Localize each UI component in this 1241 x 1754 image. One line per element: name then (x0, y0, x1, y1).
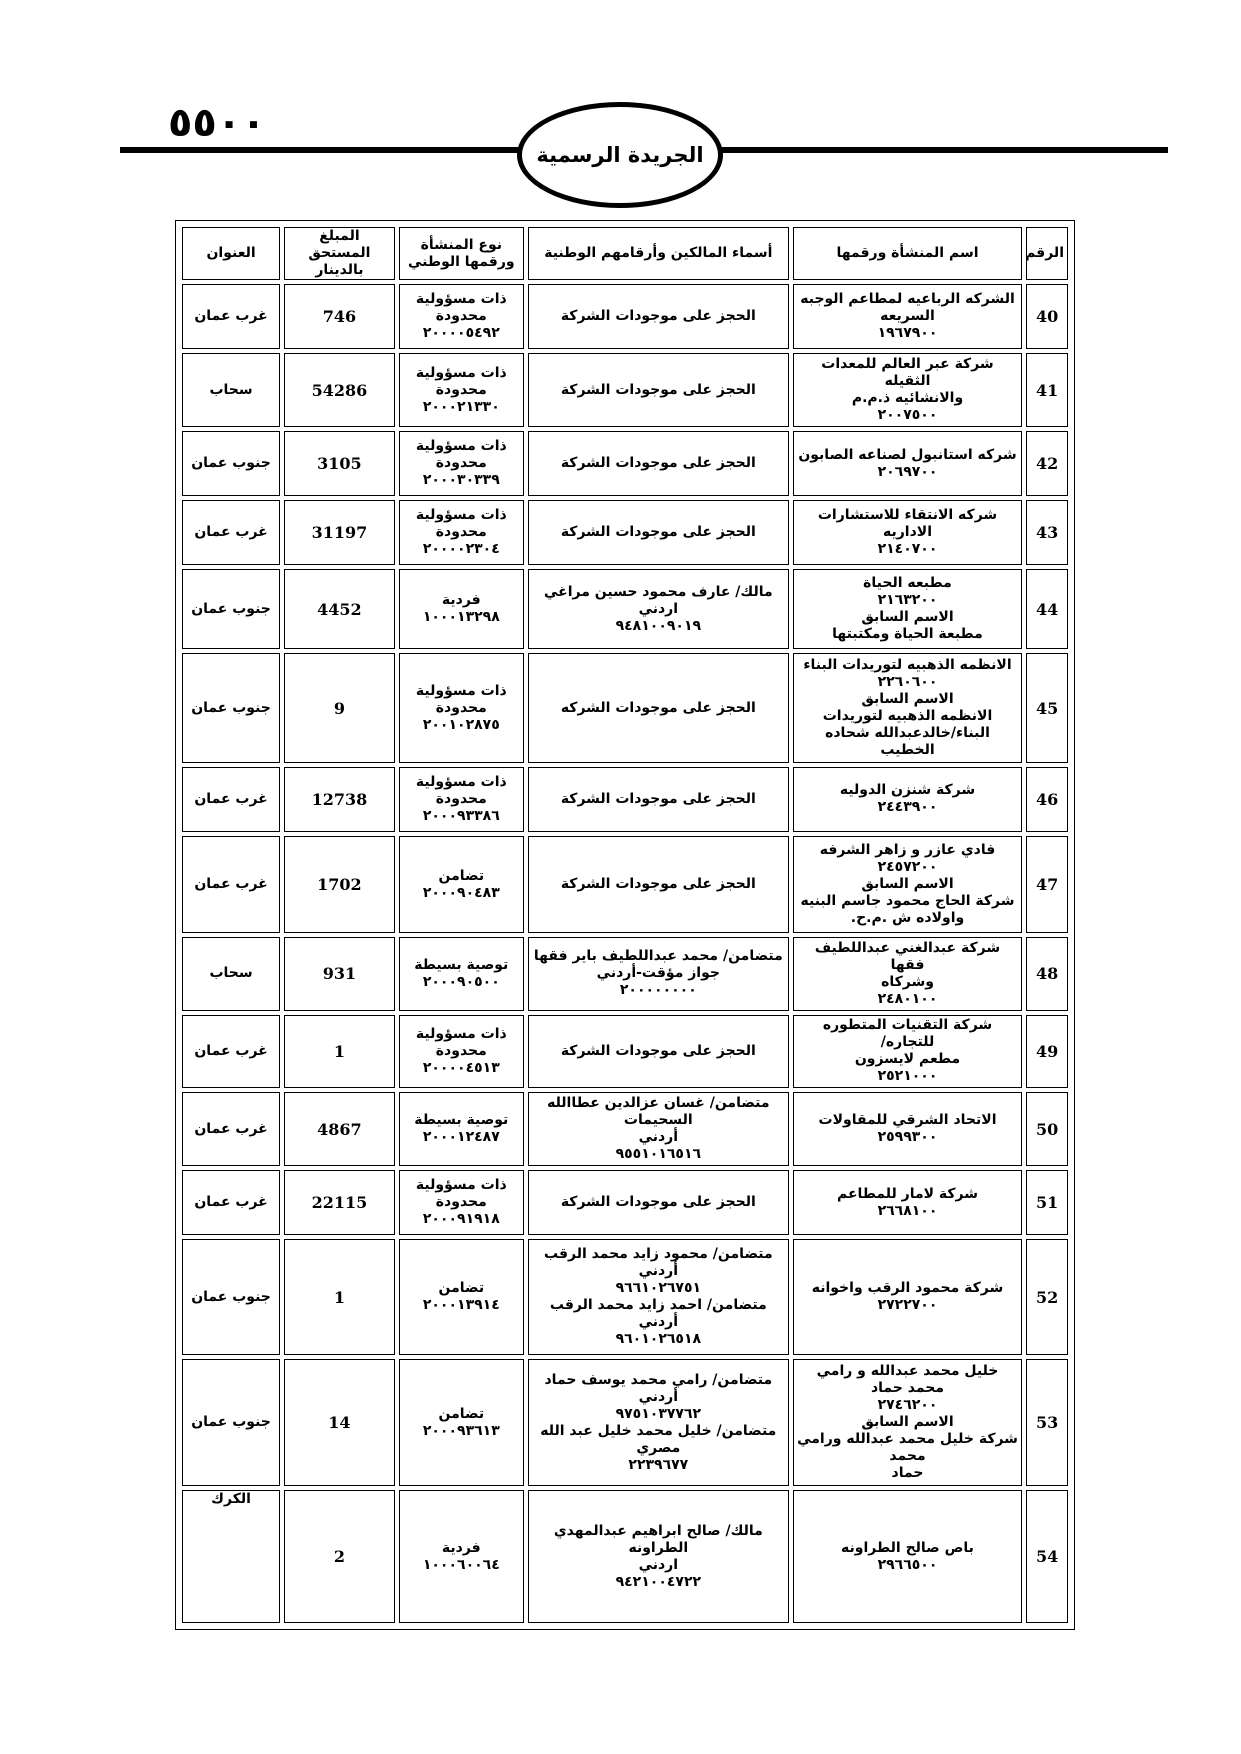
cell-establishment-name-line: الاسم السابق (861, 691, 954, 708)
cell-establishment-name-line: خليل محمد عبدالله و رامي محمد حماد (816, 1363, 999, 1397)
cell-owners (528, 1092, 789, 1166)
cell-owners-line: الحجز على موجودات الشركة (560, 1194, 756, 1211)
cell-establishment-name-line: البناء/خالدعبدالله شحاده الخطيب (825, 725, 990, 759)
cell-type (399, 284, 524, 349)
cell-owners (528, 1239, 789, 1355)
header-type: نوع المنشأة ورقمها الوطني (399, 227, 524, 280)
cell-type-line: محدودة (435, 381, 487, 398)
cell-establishment-name-line: شركه الانتقاء للاستشارات (817, 507, 998, 524)
cell-type-line: محدودة (435, 790, 487, 807)
cell-type-line: ذات مسؤولية (415, 682, 507, 699)
cell-address: سحاب (182, 937, 280, 1011)
cell-amount: 931 (284, 937, 395, 1011)
cell-establishment-name-line: مطبعة الحياة ومكتبتها (832, 626, 983, 643)
cell-type-line: ذات مسؤولية (415, 1177, 507, 1194)
cell-establishment-name-line: ٢٥٩٩٣٠٠ (877, 1129, 938, 1146)
cell-type (399, 500, 524, 565)
cell-amount: 3105 (284, 431, 395, 496)
cell-number: 45 (1026, 653, 1068, 762)
cell-amount: 1 (284, 1015, 395, 1089)
cell-establishment-name-line: واولاده ش .م.ح. (850, 910, 965, 927)
gazette-title-oval (517, 102, 723, 208)
table-row (182, 1170, 1068, 1235)
cell-owners-line: السحيمات (623, 1112, 693, 1129)
cell-establishment-name-line: مطعم لايسزون (854, 1051, 961, 1068)
cell-establishment-name (793, 353, 1023, 427)
cell-establishment-name-line: الشركه الرباعيه لمطاعم الوجبه (800, 291, 1015, 308)
cell-address: جنوب عمان (182, 1359, 280, 1486)
cell-establishment-name-line: ٢٧٤٦٢٠٠ (877, 1397, 938, 1414)
cell-type-line: محدودة (435, 1194, 487, 1211)
cell-owners-line: مالك/ عارف محمود حسين مراغي (544, 583, 773, 600)
cell-type-line: ٢٠٠٠٠٤٥١٣ (422, 1059, 500, 1076)
cell-number: 48 (1026, 937, 1068, 1011)
cell-number: 52 (1026, 1239, 1068, 1355)
cell-establishment-name-line: الاسم السابق (861, 1414, 954, 1431)
cell-type-line: ٢٠٠٠٩٠٥٠٠ (422, 973, 500, 990)
cell-type (399, 1092, 524, 1166)
cell-number: 54 (1026, 1490, 1068, 1623)
page-number: ٥٥٠٠ (168, 100, 266, 146)
cell-type-line: ٢٠٠٠٩٠٤٨٣ (422, 884, 500, 901)
cell-owners-line: جواز مؤقت-أردني (596, 965, 720, 982)
cell-type (399, 1015, 524, 1089)
cell-establishment-name (793, 1490, 1023, 1623)
header-owners: أسماء المالكين وأرقامهم الوطنية (528, 227, 789, 280)
cell-type-line: تضامن (438, 867, 485, 884)
cell-establishment-name (793, 1170, 1023, 1235)
cell-owners (528, 836, 789, 933)
cell-number: 50 (1026, 1092, 1068, 1166)
records-table (178, 223, 1072, 1627)
cell-type (399, 569, 524, 649)
cell-establishment-name-line: شركة خليل محمد عبدالله ورامي محمد (797, 1431, 1018, 1465)
cell-establishment-name-line: الاداريه (882, 524, 932, 541)
cell-type (399, 353, 524, 427)
cell-address: غرب عمان (182, 284, 280, 349)
cell-establishment-name (793, 1239, 1023, 1355)
cell-establishment-name-line: شركه استانبول لصناعه الصابون (798, 446, 1017, 463)
cell-owners (528, 767, 789, 832)
cell-address: جنوب عمان (182, 653, 280, 762)
cell-number: 40 (1026, 284, 1068, 349)
cell-owners-line: ٩٥٥١٠١٦٥١٦ (615, 1146, 702, 1163)
cell-establishment-name-line: شركة التقنيات المتطوره للتجاره/ (822, 1017, 993, 1051)
cell-owners-line: أردني (638, 1314, 679, 1331)
table-row (182, 1359, 1068, 1486)
cell-type-line: ٢٠٠٠٩٣٣٨٦ (422, 807, 500, 824)
cell-establishment-name-line: ٢٤٥٧٢٠٠ (877, 859, 938, 876)
cell-owners-line: ٩٧٥١٠٣٧٧٦٢ (615, 1405, 702, 1422)
table-row (182, 284, 1068, 349)
cell-type-line: ٢٠٠٠٩١٩١٨ (422, 1211, 500, 1228)
cell-establishment-name-line: شركة محمود الرقب واخوانه (811, 1280, 1004, 1297)
cell-number: 41 (1026, 353, 1068, 427)
cell-amount: 9 (284, 653, 395, 762)
cell-establishment-name-line: ٢٠٠٧٥٠٠ (877, 407, 938, 424)
table-row (182, 836, 1068, 933)
cell-amount: 54286 (284, 353, 395, 427)
cell-type (399, 1239, 524, 1355)
cell-owners-line: الحجز على موجودات الشركة (560, 876, 756, 893)
cell-establishment-name-line: مطبعه الحياة (863, 575, 952, 592)
gazette-title: الجريدة الرسمية (536, 143, 704, 167)
table-row (182, 500, 1068, 565)
cell-amount: 746 (284, 284, 395, 349)
cell-address: غرب عمان (182, 1092, 280, 1166)
cell-establishment-name-line: ٢٩٦٦٥٠٠ (877, 1556, 938, 1573)
cell-amount: 4867 (284, 1092, 395, 1166)
cell-address: جنوب عمان (182, 569, 280, 649)
cell-type-line: ذات مسؤولية (415, 364, 507, 381)
cell-owners-line: الحجز على موجودات الشركة (560, 455, 756, 472)
table-row (182, 569, 1068, 649)
cell-establishment-name (793, 937, 1023, 1011)
cell-establishment-name-line: الانظمه الذهبيه لتوريدات (822, 708, 993, 725)
cell-type-line: ٢٠٠٠١٣٩١٤ (422, 1297, 500, 1314)
cell-type-line: ٢٠٠٠٢١٣٣٠ (422, 398, 500, 415)
cell-amount: 14 (284, 1359, 395, 1486)
cell-type (399, 431, 524, 496)
cell-owners (528, 353, 789, 427)
cell-type (399, 836, 524, 933)
cell-establishment-name (793, 569, 1023, 649)
cell-owners (528, 1170, 789, 1235)
cell-establishment-name-line: ٢٥٢١٠٠٠ (877, 1068, 938, 1085)
cell-owners-line: ٩٦٠١٠٢٦٥١٨ (615, 1331, 702, 1348)
cell-owners (528, 431, 789, 496)
cell-type-line: محدودة (435, 308, 487, 325)
cell-owners-line: متضامن/ محمود زايد محمد الرقب (544, 1246, 773, 1263)
cell-establishment-name-line: شركة عبر العالم للمعدات الثقيله (821, 356, 994, 390)
cell-establishment-name-line: ٢٢٦٠٦٠٠ (877, 674, 938, 691)
cell-type-line: ذات مسؤولية (415, 1025, 507, 1042)
cell-type-line: تضامن (438, 1280, 485, 1297)
cell-owners-line: أردني (638, 1263, 679, 1280)
cell-establishment-name-line: ٢١٦٣٢٠٠ (877, 592, 938, 609)
cell-type-line: ٢٠٠٠٠٢٣٠٤ (422, 541, 500, 558)
cell-number: 43 (1026, 500, 1068, 565)
cell-type-line: توصية بسيطة (414, 1112, 509, 1129)
cell-establishment-name-line: الاتحاد الشرقي للمقاولات (818, 1112, 997, 1129)
cell-establishment-name-line: باص صالح الطراونه (841, 1539, 974, 1556)
cell-number: 47 (1026, 836, 1068, 933)
cell-type-line: ٢٠٠٠٩٣٦١٣ (422, 1422, 500, 1439)
cell-owners-line: متضامن/ خليل محمد خليل عبد الله (540, 1422, 777, 1439)
table-row (182, 653, 1068, 762)
cell-owners-line: متضامن/ غسان عزالدين عطاالله (547, 1095, 770, 1112)
cell-type-line: محدودة (435, 699, 487, 716)
cell-owners-line: متضامن/ محمد عبداللطيف باير فقها (533, 948, 783, 965)
cell-type-line: ٢٠٠٠١٢٤٨٧ (422, 1129, 500, 1146)
cell-address: غرب عمان (182, 836, 280, 933)
cell-address: غرب عمان (182, 1015, 280, 1089)
cell-establishment-name-line: الاسم السابق (861, 609, 954, 626)
records-table-frame (175, 220, 1075, 1630)
cell-type (399, 1490, 524, 1623)
cell-amount: 22115 (284, 1170, 395, 1235)
header-amount: المبلغ المستحق بالدينار (284, 227, 395, 280)
cell-establishment-name (793, 653, 1023, 762)
cell-establishment-name-line: ٢٤٨٠١٠٠ (877, 990, 938, 1007)
table-row (182, 1015, 1068, 1089)
cell-establishment-name-line: ٢١٤٠٧٠٠ (877, 541, 938, 558)
cell-amount: 12738 (284, 767, 395, 832)
cell-establishment-name (793, 1092, 1023, 1166)
cell-number: 53 (1026, 1359, 1068, 1486)
cell-owners-line: أردني (638, 1129, 679, 1146)
cell-establishment-name-line: ٢٧٢٢٧٠٠ (877, 1297, 938, 1314)
cell-type-line: فردية (441, 592, 481, 609)
table-row (182, 1239, 1068, 1355)
cell-owners (528, 284, 789, 349)
table-header-row (182, 227, 1068, 280)
cell-establishment-name-line: ٢٦٦٨١٠٠ (877, 1202, 938, 1219)
cell-address: غرب عمان (182, 500, 280, 565)
cell-owners-line: مصري (636, 1439, 681, 1456)
cell-owners-line: ٩٤٢١٠٠٤٧٢٢ (615, 1573, 702, 1590)
cell-owners (528, 653, 789, 762)
cell-establishment-name-line: الاسم السابق (861, 876, 954, 893)
cell-owners-line: اردني (638, 600, 679, 617)
cell-establishment-name-line: حماد (891, 1465, 924, 1482)
cell-owners-line: الحجز على موجودات الشركة (560, 790, 756, 807)
table-row (182, 353, 1068, 427)
cell-amount: 1 (284, 1239, 395, 1355)
cell-owners-line: مالك/ صالح ابراهيم عبدالمهدي الطراونه (553, 1522, 763, 1556)
cell-type (399, 767, 524, 832)
cell-establishment-name (793, 1359, 1023, 1486)
cell-establishment-name-line: الانظمه الذهبيه لتوريدات البناء (803, 657, 1012, 674)
cell-amount: 31197 (284, 500, 395, 565)
cell-type-line: محدودة (435, 524, 487, 541)
cell-number: 42 (1026, 431, 1068, 496)
header-address: العنوان (182, 227, 280, 280)
cell-owners (528, 500, 789, 565)
cell-establishment-name (793, 284, 1023, 349)
cell-establishment-name-line: وشركاه (881, 973, 934, 990)
header-number: الرقم (1026, 227, 1068, 280)
table-row (182, 1092, 1068, 1166)
table-row (182, 767, 1068, 832)
cell-address: غرب عمان (182, 1170, 280, 1235)
cell-establishment-name (793, 500, 1023, 565)
cell-type-line: ١٠٠٠١٣٢٩٨ (422, 609, 500, 626)
cell-establishment-name-line: شركة لامار للمطاعم (836, 1185, 979, 1202)
cell-establishment-name-line: ١٩٦٧٩٠٠ (877, 325, 938, 342)
cell-owners (528, 569, 789, 649)
cell-type-line: ذات مسؤولية (415, 438, 507, 455)
cell-establishment-name-line: ٢٠٦٩٧٠٠ (877, 463, 938, 480)
cell-address: جنوب عمان (182, 431, 280, 496)
cell-establishment-name-line: والانشائيه ذ.م.م (851, 390, 964, 407)
cell-type (399, 937, 524, 1011)
cell-number: 46 (1026, 767, 1068, 832)
cell-owners-line: الحجز على موجودات الشركة (560, 524, 756, 541)
cell-type-line: محدودة (435, 1042, 487, 1059)
cell-owners-line: أردني (638, 1388, 679, 1405)
cell-establishment-name (793, 431, 1023, 496)
cell-address: سحاب (182, 353, 280, 427)
cell-owners-line: الحجز على موجودات الشركة (560, 308, 756, 325)
cell-establishment-name-line: فادي عازر و زاهر الشرفه (819, 842, 996, 859)
cell-establishment-name-line: شركة الحاج محمود جاسم البنيه (800, 893, 1015, 910)
cell-owners-line: اردني (638, 1556, 679, 1573)
table-row (182, 431, 1068, 496)
cell-owners (528, 937, 789, 1011)
cell-owners-line: ٢٢٣٩٦٧٧ (628, 1456, 689, 1473)
cell-owners-line: الحجز على موجودات الشركة (560, 1042, 756, 1059)
cell-establishment-name-line: ٢٤٤٣٩٠٠ (877, 799, 938, 816)
table-row (182, 1490, 1068, 1623)
table-row (182, 937, 1068, 1011)
cell-establishment-name-line: شركة عبدالغني عبداللطيف فقها (814, 939, 1001, 973)
cell-owners-line: متضامن/ رامي محمد يوسف حماد (544, 1371, 773, 1388)
cell-type-line: ١٠٠٠٦٠٠٦٤ (422, 1556, 500, 1573)
cell-number: 51 (1026, 1170, 1068, 1235)
cell-owners-line: الحجز على موجودات الشركة (560, 381, 756, 398)
cell-type-line: توصية بسيطة (414, 956, 509, 973)
cell-establishment-name (793, 767, 1023, 832)
cell-establishment-name-line: السريعه (880, 308, 935, 325)
cell-type-line: فردية (441, 1539, 481, 1556)
cell-establishment-name (793, 1015, 1023, 1089)
cell-establishment-name-line: شركة شنزن الدوليه (839, 782, 976, 799)
cell-address: غرب عمان (182, 767, 280, 832)
cell-type-line: ذات مسؤولية (415, 773, 507, 790)
cell-number: 49 (1026, 1015, 1068, 1089)
cell-owners-line: ٩٦٦١٠٢٦٧٥١ (615, 1280, 702, 1297)
cell-establishment-name (793, 836, 1023, 933)
cell-type-line: ٢٠٠١٠٢٨٧٥ (422, 716, 500, 733)
cell-type-line: ٢٠٠٠٣٠٣٣٩ (422, 472, 500, 489)
cell-type-line: ذات مسؤولية (415, 291, 507, 308)
cell-type (399, 1359, 524, 1486)
cell-type-line: ٢٠٠٠٠٥٤٩٢ (422, 325, 500, 342)
cell-amount: 4452 (284, 569, 395, 649)
cell-owners (528, 1015, 789, 1089)
cell-address: الكرك (182, 1490, 280, 1623)
cell-address: جنوب عمان (182, 1239, 280, 1355)
cell-type-line: محدودة (435, 455, 487, 472)
header-establishment-name: اسم المنشأة ورقمها (793, 227, 1023, 280)
cell-amount: 2 (284, 1490, 395, 1623)
cell-owners-line: ٩٤٨١٠٠٩٠١٩ (615, 617, 702, 634)
cell-type (399, 1170, 524, 1235)
cell-owners (528, 1490, 789, 1623)
cell-amount: 1702 (284, 836, 395, 933)
cell-type (399, 653, 524, 762)
cell-owners (528, 1359, 789, 1486)
cell-owners-line: متضامن/ احمد زايد محمد الرقب (549, 1297, 767, 1314)
cell-owners-line: ٢٠٠٠٠٠٠٠٠ (619, 982, 697, 999)
cell-type-line: ذات مسؤولية (415, 507, 507, 524)
cell-type-line: تضامن (438, 1405, 485, 1422)
cell-owners-line: الحجز على موجودات الشركه (560, 699, 756, 716)
cell-number: 44 (1026, 569, 1068, 649)
